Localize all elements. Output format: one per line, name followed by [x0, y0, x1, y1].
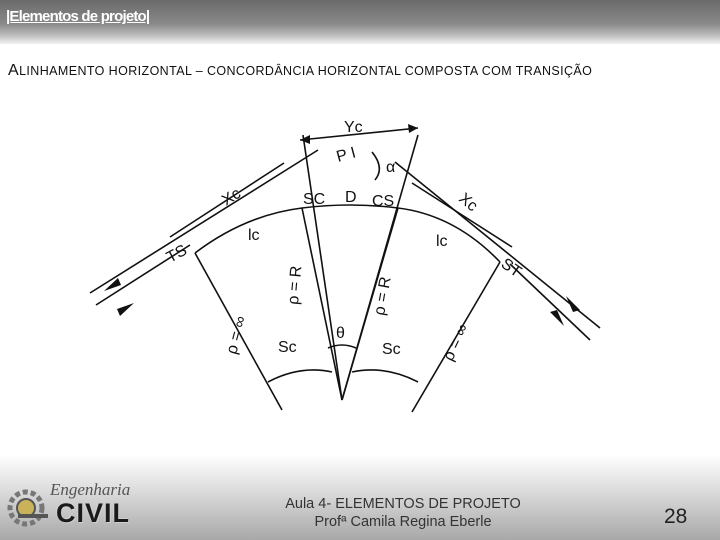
- label-rho-inf-left: ρ = ∞: [223, 314, 250, 357]
- label-st: ST: [497, 255, 525, 282]
- pi-line-right: [342, 135, 418, 400]
- label-yc: Yc: [344, 119, 363, 136]
- label-cs: CS: [372, 193, 395, 210]
- left-tangent-line: [90, 150, 318, 293]
- footer-line2: Profª Camila Regina Eberle: [314, 514, 492, 530]
- page-number: 28: [664, 505, 688, 528]
- arrow-left-upper: [104, 278, 121, 291]
- arrow-left-lower: [117, 303, 134, 316]
- label-ts: TS: [163, 241, 190, 267]
- yc-arrow-left: [300, 135, 310, 144]
- label-d: D: [345, 189, 357, 206]
- slide-subtitle: [8, 62, 592, 80]
- arrow-right-upper: [566, 296, 580, 312]
- curve-path: [195, 205, 500, 262]
- footer-text: [268, 495, 538, 531]
- label-rho-r-left: ρ = R: [285, 265, 306, 306]
- label-alpha: α: [386, 159, 396, 176]
- theta-arc: [328, 345, 356, 348]
- sc-arc-left: [268, 370, 332, 382]
- label-xc-left: Xc: [219, 185, 244, 210]
- footer-line1: Aula 4- ELEMENTOS DE PROJETO: [285, 496, 521, 512]
- header-title: |Elementos de projeto|: [6, 8, 150, 25]
- logo-top-text: Engenharia: [50, 480, 131, 499]
- label-lc-left: lc: [248, 227, 260, 244]
- label-sc-angle-right: Sc: [382, 341, 401, 358]
- label-rho-r-right: ρ = R: [371, 275, 395, 317]
- subtitle-first-letter: A: [8, 62, 20, 79]
- label-lc-right: lc: [436, 233, 448, 250]
- label-sc-angle-left: Sc: [278, 339, 297, 356]
- label-sc: SC: [303, 191, 326, 208]
- logo-main-text: CIVIL: [56, 498, 131, 528]
- label-theta: θ: [336, 325, 345, 342]
- subtitle-rest: LINHAMENTO HORIZONTAL – CONCORDÂNCIA HORIZONTAL COMPOSTA COM TRANSIÇÃO: [19, 64, 593, 78]
- label-rho-inf-right: ρ = ∞: [440, 321, 473, 364]
- engenharia-civil-logo: [4, 480, 134, 536]
- sc-arc-right: [352, 370, 418, 382]
- right-tangent-parallel: [510, 264, 590, 340]
- pi-line: [303, 135, 342, 400]
- yc-arrow-right: [408, 124, 418, 133]
- header-bar: [0, 0, 720, 44]
- transition-curve-diagram: [60, 100, 620, 420]
- alpha-arc: [372, 152, 379, 180]
- gear-icon: [4, 484, 50, 534]
- label-pi: P I: [334, 144, 358, 166]
- label-xc-right: Xc: [455, 190, 481, 216]
